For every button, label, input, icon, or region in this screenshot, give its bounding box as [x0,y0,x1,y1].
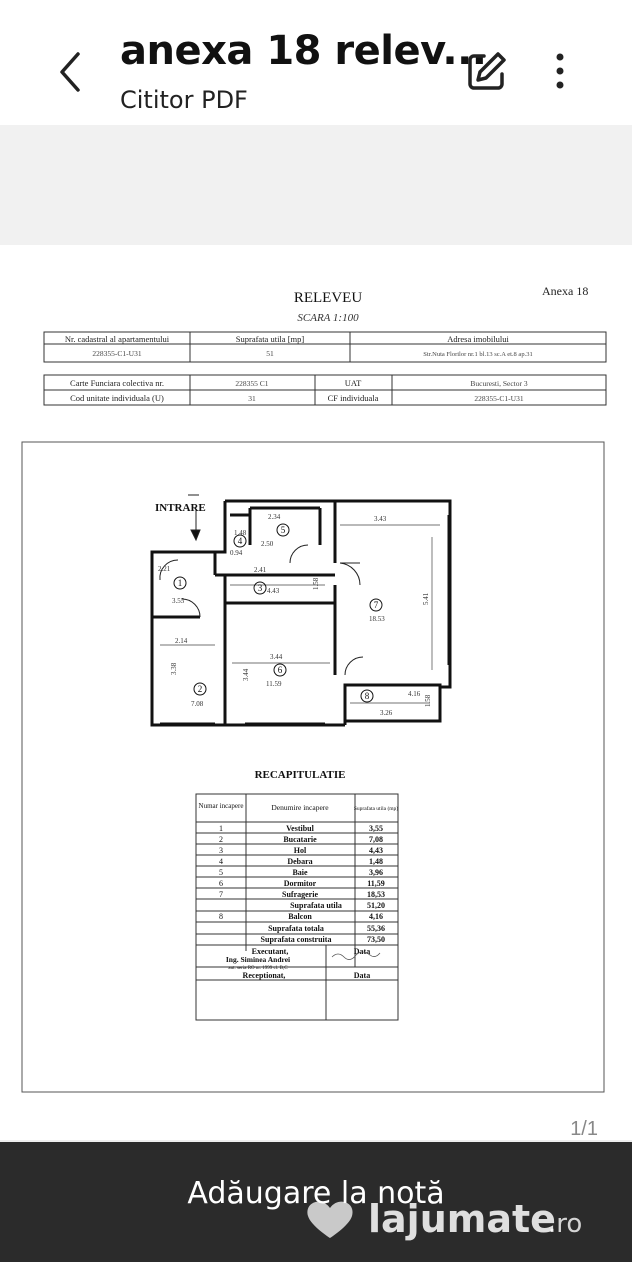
recap-h3: Suprafata utila (mp) [353,806,399,812]
recap-util-value: 51,20 [367,901,385,910]
dim-14: 3.44 [242,668,250,681]
recap-r4-name: Debara [287,857,313,866]
recap-r3-val: 4,43 [369,846,383,855]
add-note-button[interactable]: Adăugare la notă [187,1176,445,1211]
recap-executant: Executant, [251,947,289,956]
plan-frame [22,442,604,1092]
t2-r1c1: Carte Funciara colectiva nr. [70,378,164,388]
recap-r6-name: Dormitor [283,879,317,888]
dim-9: 4.43 [267,587,280,595]
dim-19: 3.26 [380,709,393,717]
recap-r2-name: Bucatarie [283,835,317,844]
t2-r1c3: UAT [344,378,362,388]
recap-r2-val: 7,08 [369,835,383,844]
dim-3: 0.94 [230,549,243,557]
recap-title: RECAPITULATIE [254,769,346,781]
recap-r7-val: 18,53 [367,890,385,899]
dim-12: 7.08 [191,700,204,708]
plan-heading: RELEVEU [293,290,363,306]
recap-balcon-n: 8 [219,912,223,921]
recap-r2-n: 2 [219,835,223,844]
annex-label: Anexa 18 [542,284,589,298]
dim-6: 3.43 [374,515,387,523]
recap-h1: Numar incapere [198,802,244,810]
pdf-page[interactable] [0,245,632,1140]
dim-1: 2.21 [158,565,171,573]
recap-receptionat: Receptionat, [242,971,286,980]
t1-h1: Nr. cadastral al apartamentului [64,334,170,344]
recap-total-value: 55,36 [367,924,385,933]
recap-balcon-val: 4,16 [369,912,383,921]
dim-11: 3.38 [170,662,178,675]
watermark-text: lajumate [368,1197,556,1241]
recap-engineer: Ing. Siminea Andrei [225,955,291,964]
recap-r1-n: 1 [219,824,223,833]
room-6: 6 [277,665,283,675]
recap-util-label: Suprafata utila [290,901,342,910]
pdf-document [0,245,632,1140]
recap-r3-n: 3 [219,846,223,855]
recap-text [199,802,399,980]
toolbar-spacer [0,125,632,245]
dim-20: 1.58 [424,694,432,707]
recap-r4-n: 4 [219,857,223,866]
t1-c2: 51 [266,349,274,358]
dim-4: 2.34 [268,513,281,521]
recap-data2: Data [353,971,371,980]
dim-10: 2.14 [175,637,188,645]
recap-r7-name: Sufragerie [282,890,318,899]
heart-icon [307,1202,352,1238]
t2-r2c2: 31 [248,394,256,403]
dim-21: 1.58 [312,577,320,590]
room-5: 5 [280,525,286,535]
recap-built-label: Suprafata construita [260,935,332,944]
svg-text:.ro: .ro [548,1209,583,1239]
windows [160,515,448,723]
dim-16: 5.41 [422,592,430,605]
t2-r2c3: CF individuala [327,393,379,403]
t1-c1: 228355-C1-U31 [92,349,142,358]
watermark-logo [290,1186,610,1250]
t1-h3: Adresa imobilului [447,334,509,344]
plan-scale: SCARA 1:100 [297,312,359,324]
dim-13: 3.44 [270,653,283,661]
dim-2: 1.48 [234,529,247,537]
room-7: 7 [373,600,379,610]
more-icon[interactable] [544,48,576,94]
recap-r3-name: Hol [293,846,307,855]
recap-r6-val: 11,59 [367,879,385,888]
room-1: 1 [177,578,183,588]
recap-engineer-sub: aut. seria RO nr. 1999 cl. B,C [228,966,288,971]
t2-r2c4: 228355-C1-U31 [474,394,524,403]
dim-7: 2.41 [254,566,267,574]
recap-r5-n: 5 [219,868,223,877]
back-icon[interactable] [48,44,92,100]
room-2: 2 [197,684,203,694]
app-subtitle: Cititor PDF [120,86,248,114]
document-title: anexa 18 relev... [120,28,487,74]
t2-r1c2: 228355 C1 [235,379,269,388]
recap-r1-name: Vestibul [286,824,314,833]
recap-r7-n: 7 [219,890,223,899]
t1-c3: Str.Nuta Florilor nr.1 bl.13 sc.A et.8 ap.31 [423,351,533,358]
recap-total-label: Suprafata totala [268,924,324,933]
edit-icon[interactable] [464,48,510,94]
t2-r1c4: Bucuresti, Sector 3 [470,379,528,388]
recap-data1: Data [353,947,371,956]
app-bar [0,0,632,125]
page-counter: 1/1 [570,1118,598,1140]
t1-h2: Suprafata utila [mp] [235,334,305,344]
dim-15: 11.59 [266,680,282,688]
dim-8: 3.55 [172,597,185,605]
dim-18: 4.16 [408,690,421,698]
entry-label: INTRARE [155,502,206,514]
recap-built-value: 73,50 [367,935,385,944]
dim-17: 18.53 [369,615,385,623]
recap-r5-name: Baie [292,868,308,877]
recap-r6-n: 6 [219,879,223,888]
recap-balcon-name: Balcon [288,912,312,921]
room-4: 4 [237,536,243,546]
recap-r5-val: 3,96 [369,868,383,877]
dim-5: 2.50 [261,540,274,548]
t2-r2c1: Cod unitate individuala (U) [70,393,164,403]
room-3: 3 [257,583,263,593]
room-8: 8 [364,691,370,701]
recap-h2: Denumire incapere [271,803,329,812]
recap-r4-val: 1,48 [369,857,383,866]
recap-r1-val: 3,55 [369,824,383,833]
